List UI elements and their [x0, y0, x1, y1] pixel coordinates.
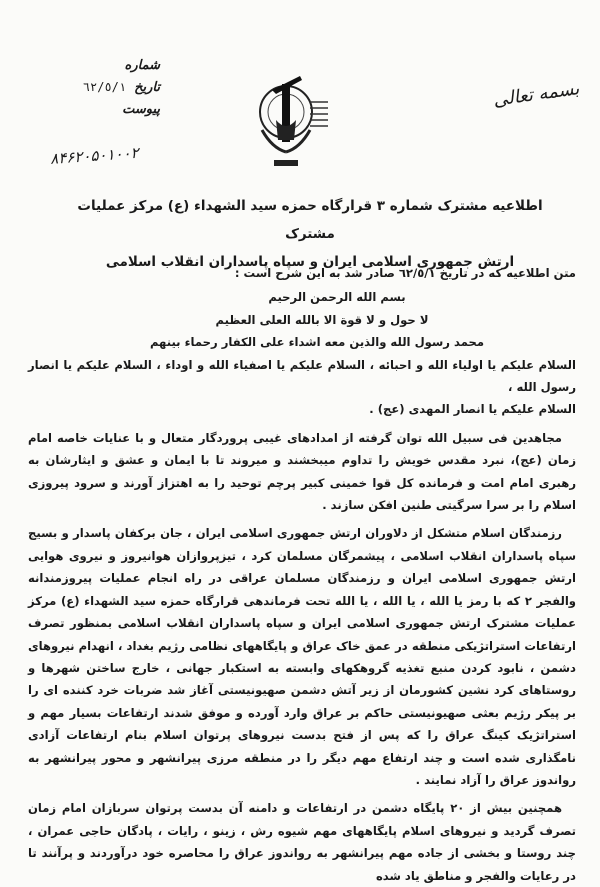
- date-value: ٦٢/٥/١: [82, 80, 127, 94]
- number-label: شماره: [124, 58, 160, 73]
- title-line-2: ارتش جمهوری اسلامی ایران و سپاه پاسداران انقلاب اسلامی: [105, 254, 515, 270]
- handwritten-signature: بسمه تعالی: [492, 78, 582, 111]
- verse-line: محمد رسول الله والذین معه اشداء علی الکفار رحماء بینهم: [149, 335, 485, 350]
- announcement-body: [28, 262, 576, 887]
- hawqala-line: لا حول و لا قوة الا بالله العلی العظیم: [215, 312, 429, 327]
- date-field: [20, 80, 160, 102]
- header-fields: [20, 58, 160, 124]
- intro-line: متن اطلاعیه که در تاریخ ٦٢/٥/١ صادر شد به این شرح است :: [234, 266, 576, 280]
- irgc-emblem-icon: [248, 70, 330, 182]
- salutation-line-2: السلام علیکم یا انصار المهدی (عج) .: [369, 402, 576, 417]
- attachment-field: [20, 102, 160, 124]
- date-label: تاریخ: [134, 80, 160, 95]
- paragraph-2: رزمندگان اسلام متشکل از دلاوران ارتش جمهوری اسلامی ایران ، جان برکفان پاسدار و بسیج سپاه پاسداران انقلاب اسلامی ، پیشمرگان مسلمان کرد ، تیزپروازان هوانیروز و نیروی هوایی ارتش جمهوری اسلامی ایران و رزمندگان مسلمان عراقی در راه انجام عملیات پیروزمندانه والفجر ۲ که با رمز یا الله ، یا الله ، یا الله تحت فرماندهی قرارگاه حمزه سید الشهداء (ع) مرکز عملیات مشترک ارتش جمهوری اسلامی ایران و سپاه پاسداران انقلاب اسلامی بمنظور تصرف ارتفاعات استراتژیکی منطقه در عمق خاک عراق و پایگاههای نظامی رژیم بغداد ، انهدام نیروهای دشمن ، نابود کردن منبع تغذیه گروهکهای وابسته به استکبار جهانی ، خارج ساختن شهرها و روستاهای کرد نشین کشورمان از زیر آتش دشمن صهیونیستی آغاز شد ضربات خرد کننده ای را بر پیکر رژیم بعثی صهیونیستی حاکم بر عراق وارد آورده و موفق شدند ارتفاعات بسیار مهم و استراتژیک کینگ عراق را که پس از فتح بدست نیروهای پرتوان اسلام بنام ارتفاعات آزادی نامگذاری شده است و چند ارتفاع مهم دیگر را در منطقه مرزی پیرانشهر و محور پیرانشهر به رواندوز عراق را آزاد نمایند .: [28, 526, 576, 787]
- paragraph-3: همچنین بیش از ۲۰ پایگاه دشمن در ارتفاعات و دامنه آن بدست پرتوان سربازان امام زمان تصرف گردید و نیروهای اسلام پایگاههای مهم شیوه رش ، زینو ، رایات ، پادگان حاجی عمران ، چند روستا و بخشی از جاده مهم پیرانشهر به رواندوز عراق را محاصره خود درآوردند و پرآنند تا در رعایات والفجر و مناطق یاد شده: [28, 801, 576, 883]
- handwritten-reference-number: ۸۴۶۲۰۵۰۱۰۰۲: [49, 143, 140, 168]
- basmala-line: بسم الله الرحمن الرحیم: [268, 290, 406, 305]
- paragraph-1: مجاهدین فی سبیل الله توان گرفته از امدادهای غیبی پروردگار متعال و با عنایات خاصه امام زمان (عج)، نبرد مقدس خویش را تداوم میبخشند و میروند تا با ایمان و عشق و ایثارشان به رهبری امام امت و فرمانده کل قوا خمینی کبیر پرچم توحید را به اهتزاز آورند و سرود پیروزی اسلام را بر سرا سرگیتی طنین افکن سازند .: [28, 430, 576, 513]
- number-field: [20, 58, 160, 80]
- title-line-1: اطلاعیه مشترک شماره ۳ قرارگاه حمزه سید الشهداء (ع) مرکز عملیات مشترک: [77, 198, 543, 242]
- salutation-line-1: السلام علیکم یا اولیاء الله و احبائه ، السلام علیکم یا اصفیاء الله و اوداء ، السلام علیکم یا انصار رسول الله ،: [28, 357, 576, 395]
- attachment-label: پیوست: [122, 102, 160, 117]
